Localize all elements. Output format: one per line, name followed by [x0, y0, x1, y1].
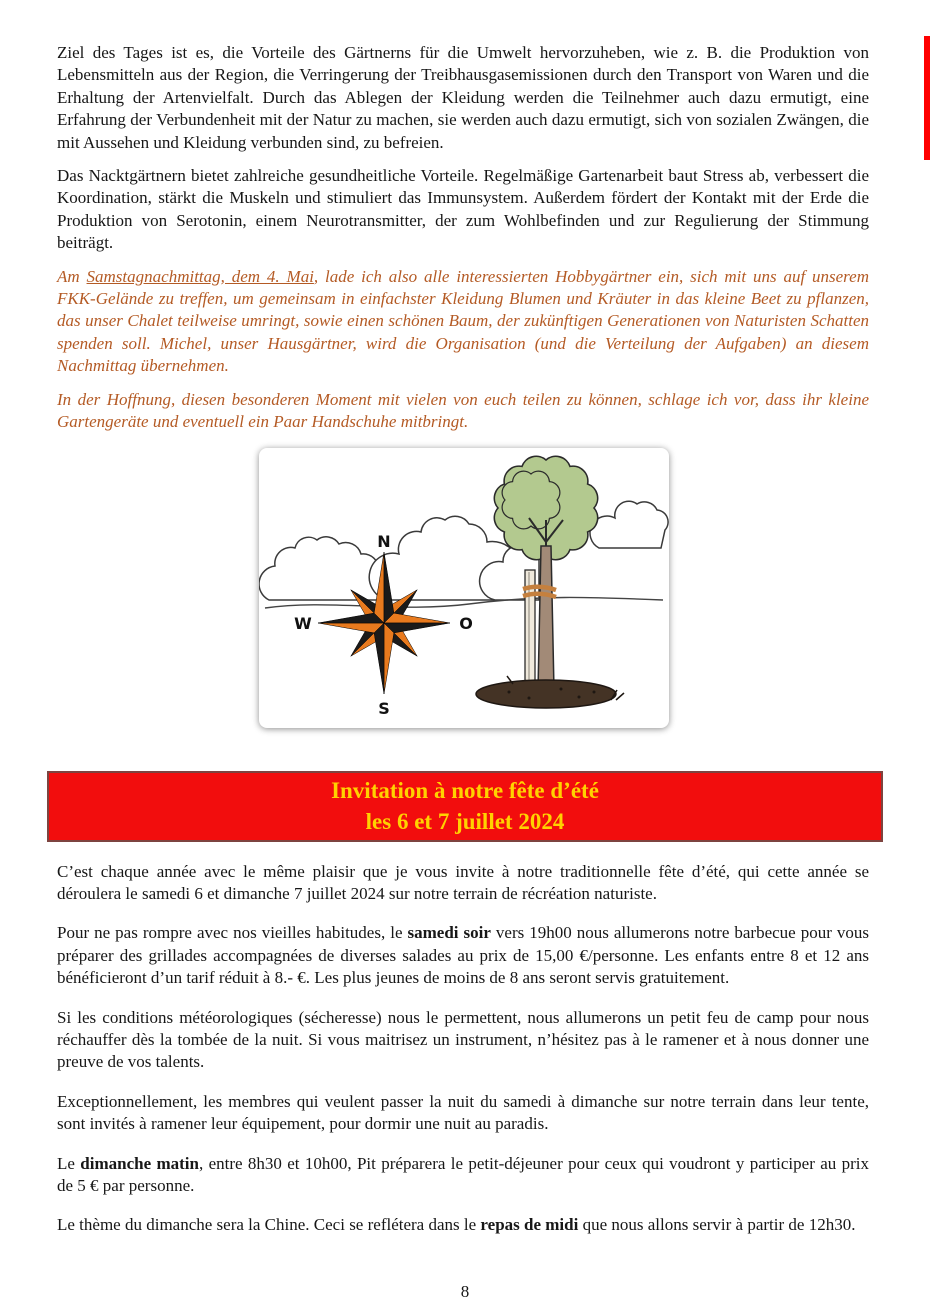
lunch-bold: repas de midi: [480, 1215, 579, 1235]
saturday-post: vers 19h00 nous allumerons notre barbecue pour vous préparer des grillades accompagnées de diverses salades au prix de 15,00 €/personne. Les enfants entre 8 et 12 ans bénéficieront d’un tarif réduit à 8.- €. Les plus jeunes de moins de 8 ans seront servis gratuitement.: [57, 923, 870, 988]
paragraph-invitation-may-4: [57, 266, 869, 378]
invitation-date-underlined: Samstagnachmittag, dem 4. Mai: [86, 266, 314, 286]
paragraph-campfire: Si les conditions météorologiques (sécheresse) nous le permettent, nous allumerons un petit feu de camp pour nous réchauffer dès la tombée de la nuit. Si vous maitrisez un instrument, n’hésitez pas à le ramener et à nous donner une preuve de vos talents.: [57, 1007, 869, 1072]
paragraph-saturday-evening: [57, 922, 869, 989]
tree-planting-illustration: [259, 448, 669, 733]
compass-label-west: W: [293, 613, 312, 633]
tree-trunk: [538, 546, 554, 690]
paragraph-overnight-camping: Exceptionnellement, les membres qui veulent passer la nuit du samedi à dimanche sur notre terrain dans leur tente, sont invités à ramener leur équipement, pour dormir une nuit au paradis.: [57, 1091, 869, 1134]
theme-pre: Le thème du dimanche sera la Chine. Ceci se reflétera dans le: [57, 1215, 481, 1235]
revision-bar: [924, 36, 930, 160]
invitation-body: , lade ich also alle interessierten Hobbygärtner ein, sich mit uns auf unserem FKK-Gelände zu treffen, um gemeinsam in einfachster Kleidung Blumen und Kräuter in das kleine Beet zu pflanzen, das unser Chalet teilweise umringt, sowie einen schönen Baum, der zukünftigen Generationen von Naturisten Schatten spenden soll. Michel, unser Hausgärtner, wird die Organisation (und die Verteilung der Aufgaben) an diesem Nachmittag übernehmen.: [57, 266, 869, 376]
sunday-post: , entre 8h30 et 10h00, Pit préparera le petit-déjeuner pour ceux qui voudront y participer au prix de 5 € par personne.: [57, 1153, 869, 1195]
sunday-morning-bold: dimanche matin: [80, 1153, 199, 1173]
bushes-sketch: [259, 501, 668, 600]
page-number: 8: [460, 1282, 470, 1301]
banner-title: Invitation à notre fête d’été: [331, 778, 599, 803]
compass-label-north: N: [376, 531, 391, 551]
paragraph-bring-tools: In der Hoffnung, diesen besonderen Moment mit vielen von euch teilen zu können, schlage ich vor, dass ihr kleine Gartengeräte und eventuell ein Paar Handschuhe mitbringt.: [57, 389, 869, 432]
soil-mound: [476, 680, 616, 708]
sunday-pre: Le: [57, 1153, 81, 1173]
theme-post: que nous allons servir à partir de 12h30.: [578, 1215, 856, 1235]
paragraph-goal-of-day: Ziel des Tages ist es, die Vorteile des Gärtnerns für die Umwelt hervorzuheben, wie z. B. die Produktion von Lebensmitteln aus der Region, die Verringerung der Treibhausgasemissionen durch den Transport von Waren und die Erhaltung der Artenvielfalt. Durch das Ablegen der Kleidung werden die Teilnehmer auch dazu ermutigt, eine Erfahrung der Verbundenheit mit der Natur zu machen, sie werden auch dazu ermutigt, sich von sozialen Zwängen, die mit Aussehen und Kleidung verbunden sind, zu befreien.: [57, 43, 869, 152]
tree-planting-image: [259, 448, 669, 728]
saturday-pre: Pour ne pas rompre avec nos vieilles habitudes, le: [57, 923, 408, 943]
banner-dates: les 6 et 7 juillet 2024: [365, 809, 565, 834]
saturday-evening-bold: samedi soir: [407, 923, 491, 943]
paragraph-fete-intro: C’est chaque année avec le même plaisir que je vous invite à notre traditionnelle fête d’été, qui cette année se déroulera le samedi 6 et dimanche 7 juillet 2024 sur notre terrain de récréation naturiste.: [57, 861, 869, 903]
summer-party-banner: [47, 771, 883, 842]
compass-label-east: O: [458, 613, 473, 633]
invitation-prefix: Am: [57, 266, 87, 286]
paragraph-sunday-breakfast: [57, 1153, 869, 1198]
paragraph-china-theme: [57, 1214, 869, 1236]
paragraph-health-benefits: Das Nacktgärtnern bietet zahlreiche gesundheitliche Vorteile. Regelmäßige Gartenarbeit baut Stress ab, verbessert die Koordination, stärkt die Muskeln und stimuliert das Immunsystem. Außerdem fördert der Kontakt mit der Erde die Produktion von Serotonin, einem Neurotransmitter, der zum Wohlbefinden und zur Regulierung der Stimmung beiträgt.: [57, 166, 869, 253]
compass-label-south: S: [377, 698, 390, 718]
